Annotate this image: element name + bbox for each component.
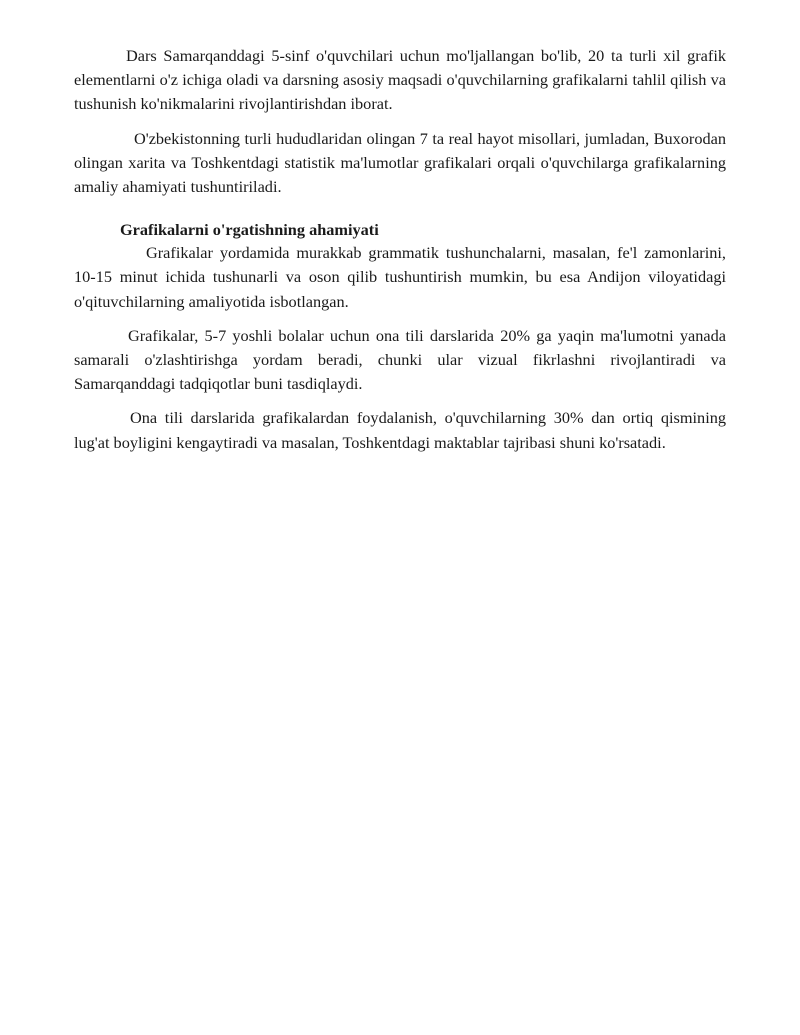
paragraph-vocabulary: Ona tili darslarida grafikalardan foydalanish, o'quvchilarning 30% dan ortiq qismining lug'at boyligini kengaytiradi va masalan, Toshkentdagi maktablar tajribasi shuni ko'rsatadi. xyxy=(74,408,726,452)
paragraph-intro: Dars Samarqanddagi 5-sinf o'quvchilari uchun mo'ljallangan bo'lib, 20 ta turli xil grafik elementlarni o'z ichiga oladi va darsning asosiy maqsadi o'quvchilarning grafikalarni tahlil qilish va tushunish ko'nikmalarini rivojlantirishdan iborat. xyxy=(74,46,726,114)
paragraph-grammar: Grafikalar yordamida murakkab grammatik tushunchalarni, masalan, fe'l zamonlarini, 10-15 minut ichida tushunarli va oson qilib tushuntirish mumkin, bu esa Andijon viloyatidagi o'qituvchilarning amaliyotida isbotlangan. xyxy=(74,243,726,311)
document-page xyxy=(74,44,726,455)
paragraph-children: Grafikalar, 5-7 yoshli bolalar uchun ona tili darslarida 20% ga yaqin ma'lumotni yanada samarali o'zlashtirishga yordam beradi, chunki ular vizual fikrlashni rivojlantiradi va Samarqanddagi tadqiqotlar buni tasdiqlaydi. xyxy=(74,325,726,394)
paragraph-examples: O'zbekistonning turli hududlaridan olingan 7 ta real hayot misollari, jumladan, Buxorodan olingan xarita va Toshkentdagi statistik ma'lumotlar grafikalari orqali o'quvchilarga grafikalarning amaliy ahamiyati tushuntiriladi. xyxy=(74,128,726,197)
section-heading: Grafikalarni o'rgatishning ahamiyati xyxy=(120,220,379,240)
